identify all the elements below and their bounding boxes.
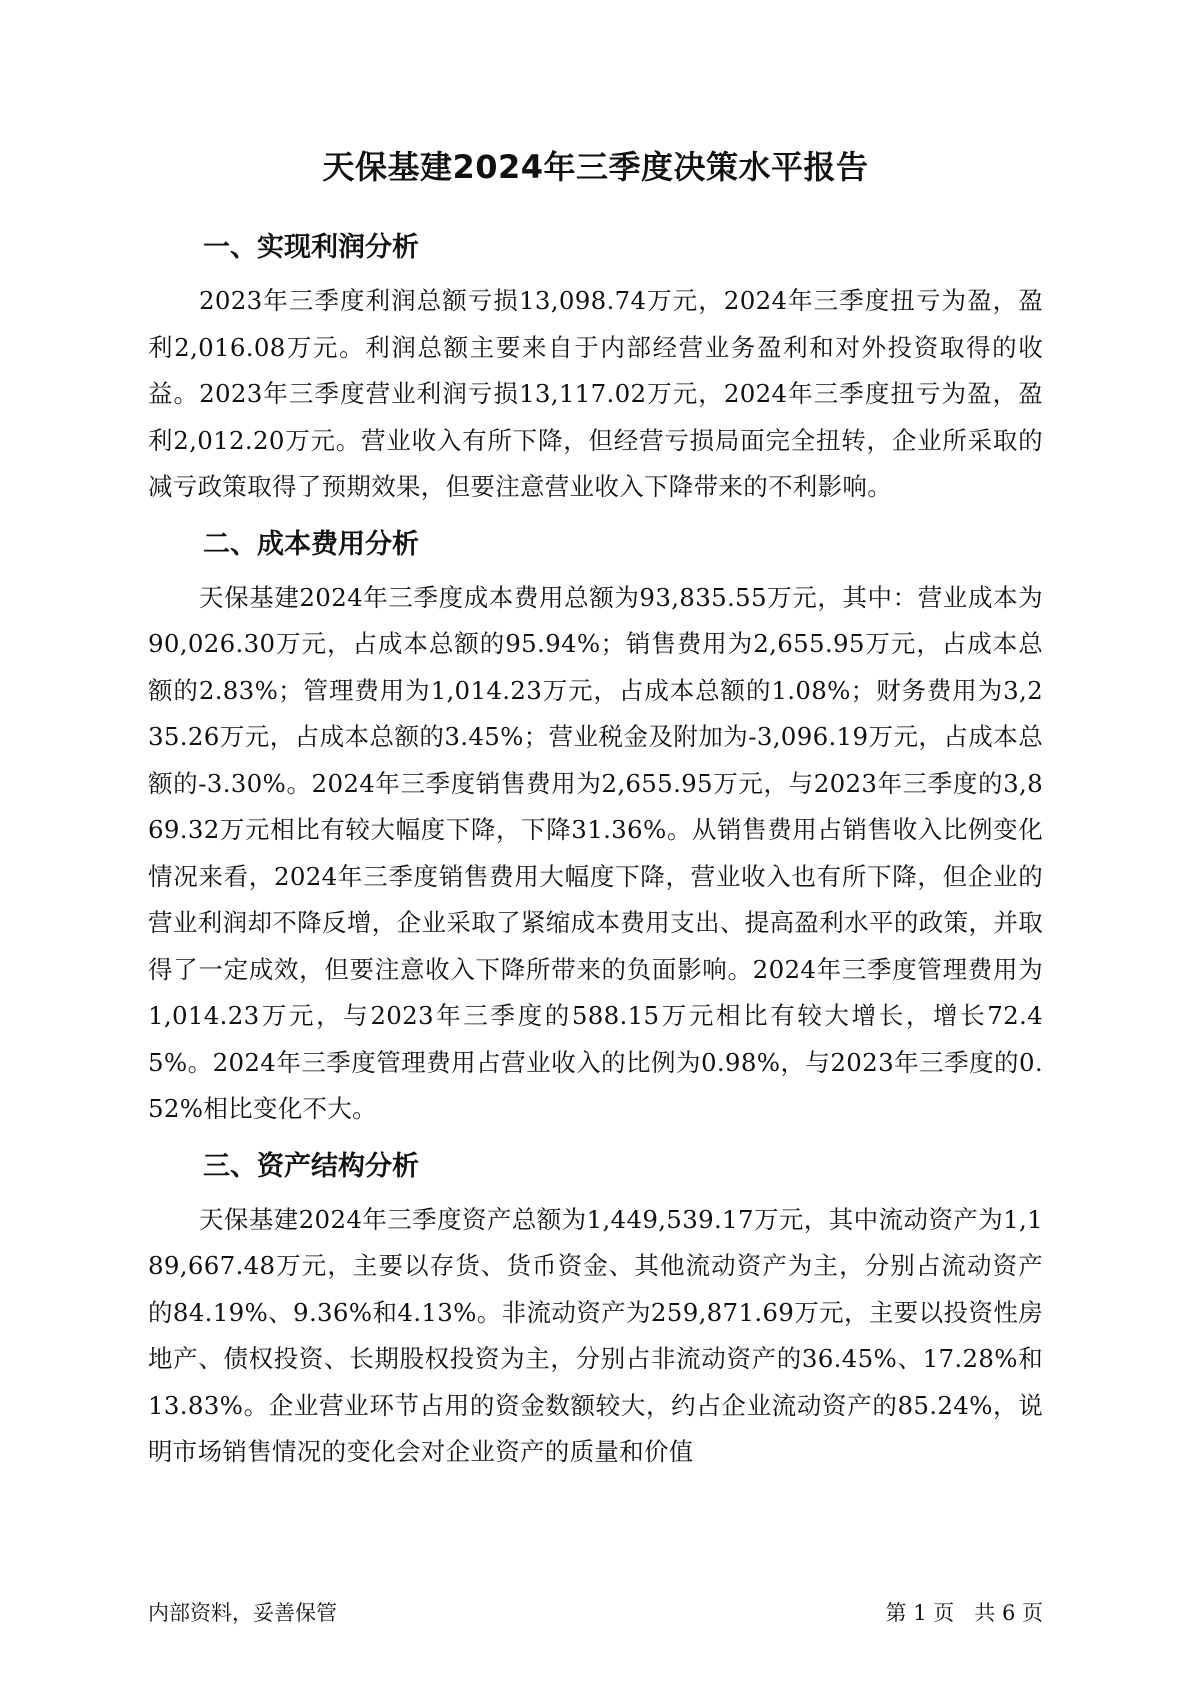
document-title: 天保基建2024年三季度决策水平报告 xyxy=(322,148,869,186)
section-paragraph: 2023年三季度利润总额亏损13,098.74万元，2024年三季度扭亏为盈，盈利2,016.08万元。利润总额主要来自于内部经营业务盈利和对外投资取得的收益。2023年三季度营业利润亏损13,117.02万元，2024年三季度扭亏为盈，盈利2,012.20万元。营业收入有所下降，但经营亏损局面完全扭转，企业所采取的减亏政策取得了预期效果，但要注意营业收入下降带来的不利影响。 xyxy=(148,286,1043,501)
section-asset-structure-analysis xyxy=(148,1147,1043,1476)
section-heading: 三、资产结构分析 xyxy=(203,1150,419,1182)
section-paragraph: 天保基建2024年三季度资产总额为1,449,539.17万元，其中流动资产为1,189,667.48万元，主要以存货、货币资金、其他流动资产为主，分别占流动资产的84.19%、9.36%和4.13%。非流动资产为259,871.69万元，主要以投资性房地产、债权投资、长期股权投资为主，分别占非流动资产的36.45%、17.28%和13.83%。企业营业环节占用的资金数额较大，约占企业流动资产的85.24%，说明市场销售情况的变化会对企业资产的质量和价值 xyxy=(148,1204,1043,1466)
document-body xyxy=(148,228,1043,1490)
section-cost-analysis xyxy=(148,525,1043,1133)
section-heading: 一、实现利润分析 xyxy=(203,232,419,263)
confidentiality-note: 内部资料，妥善保管 xyxy=(148,1601,337,1625)
section-heading: 二、成本费用分析 xyxy=(203,528,419,560)
page-number: 第 1 页 共 6 页 xyxy=(885,1601,1043,1625)
section-profit-analysis xyxy=(148,228,1043,511)
section-paragraph: 天保基建2024年三季度成本费用总额为93,835.55万元，其中：营业成本为90,026.30万元，占成本总额的95.94%；销售费用为2,655.95万元，占成本总额的2.83%；管理费用为1,014.23万元，占成本总额的1.08%；财务费用为3,235.26万元，占成本总额的3.45%；营业税金及附加为-3,096.19万元，占成本总额的-3.30%。2024年三季度销售费用为2,655.95万元，与2023年三季度的3,869.32万元相比有较大幅度下降，下降31.36%。从销售费用占销售收入比例变化情况来看，2024年三季度销售费用大幅度下降，营业收入也有所下降，但企业的营业利润却不降反增，企业采取了紧缩成本费用支出、提高盈利水平的政策，并取得了一定成效，但要注意收入下降所带来的负面影响。2024年三季度管理费用为1,014.23万元，与2023年三季度的588.15万元相比有较大增长，增长72.45%。2024年三季度管理费用占营业收入的比例为0.98%，与2023年三季度的0.52%相比变化不大。 xyxy=(148,582,1043,1123)
